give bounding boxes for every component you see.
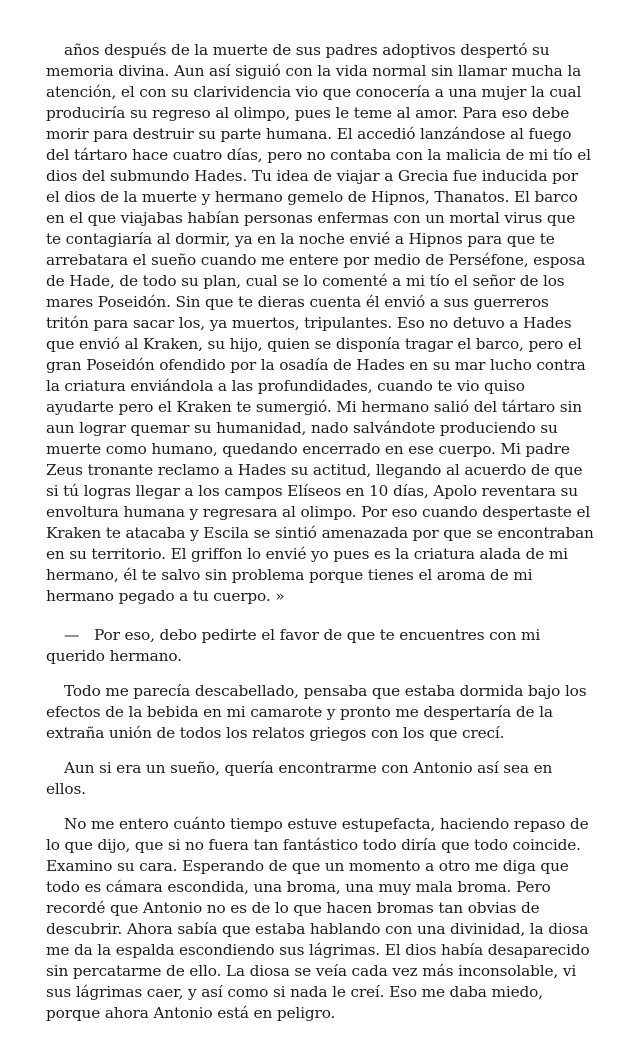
dialogue-line xyxy=(46,625,594,667)
dialogue-text: Por eso, debo pedirte el favor de que te encuentres con mi querido hermano. xyxy=(46,626,541,665)
paragraph-divine-story: años después de la muerte de sus padres adoptivos despertó su memoria divina. Aun así siguió con la vida normal sin llamar mucha la atención, el con su clarividencia vio que conocería a una mujer la cual produciría su regreso al olimpo, pues le teme al amor. Para eso debe morir para destruir su parte humana. El accedió lanzándose al fuego del tártaro hace cuatro días, pero no contaba con la malicia de mi tío el dios del submundo Hades. Tu idea de viajar a Grecia fue inducida por el dios de la muerte y hermano gemelo de Hipnos, Thanatos. El barco en el que viajabas habían personas enfermas con un mortal virus que te contagiaría al dormir, ya en la noche envié a Hipnos para que te arrebatara el sueño cuando me entere por medio de Perséfone, esposa de Hade, de todo su plan, cual se lo comenté a mi tío el señor de los mares Poseidón. Sin que te dieras cuenta él envió a sus guerreros tritón para sacar los, ya muertos, tripulantes. Eso no detuvo a Hades que envió al Kraken, su hijo, quien se disponía tragar el barco, pero el gran Poseidón ofendido por la osadía de Hades en su mar lucho contra la criatura enviándola a las profundidades, cuando te vio quiso ayudarte pero el Kraken te sumergió. Mi hermano salió del tártaro sin aun lograr quemar su humanidad, nado salvándote produciendo su muerte como humano, quedando encerrado en ese cuerpo. Mi padre Zeus tronante reclamo a Hades su actitud, llegando al acuerdo de que si tú logras llegar a los campos Elíseos en 10 días, Apolo reventara su envoltura humana y regresara al olimpo. Por eso cuando despertaste el Kraken te atacaba y Escila se sintió amenazada por que se encontraban en su territorio. El griffon lo envié yo pues es la criatura alada de mi hermano, él te salvo sin problema porque tienes el aroma de mi hermano pegado a tu cuerpo. » xyxy=(46,41,594,605)
dialogue-dash: — xyxy=(64,626,80,644)
paragraph-estupefacta: No me entero cuánto tiempo estuve estupefacta, haciendo repaso de lo que dijo, que si no fuera tan fantástico todo diría que todo coincide. Examino su cara. Esperando de que un momento a otro me diga que todo es cámara escondida, una broma, una muy mala broma. Pero recordé que Antonio no es de lo que hacen bromas tan obvias de descubrir. Ahora sabía que estaba hablando con una divinidad, la diosa me da la espalda escondiendo sus lágrimas. El dios había desaparecido sin percatarme de ello. La diosa se veía cada vez más inconsolable, vi sus lágrimas caer, y así como si nada le creí. Eso me daba miedo, porque ahora Antonio está en peligro. xyxy=(46,815,590,1022)
paragraph-sueno: Aun si era un sueño, quería encontrarme con Antonio así sea en ellos. xyxy=(46,759,553,798)
paragraph-descabellado: Todo me parecía descabellado, pensaba que estaba dormida bajo los efectos de la bebida en mi camarote y pronto me despertaría de la extraña unión de todos los relatos griegos con los que crecí. xyxy=(46,682,587,742)
document-body xyxy=(46,40,594,1038)
